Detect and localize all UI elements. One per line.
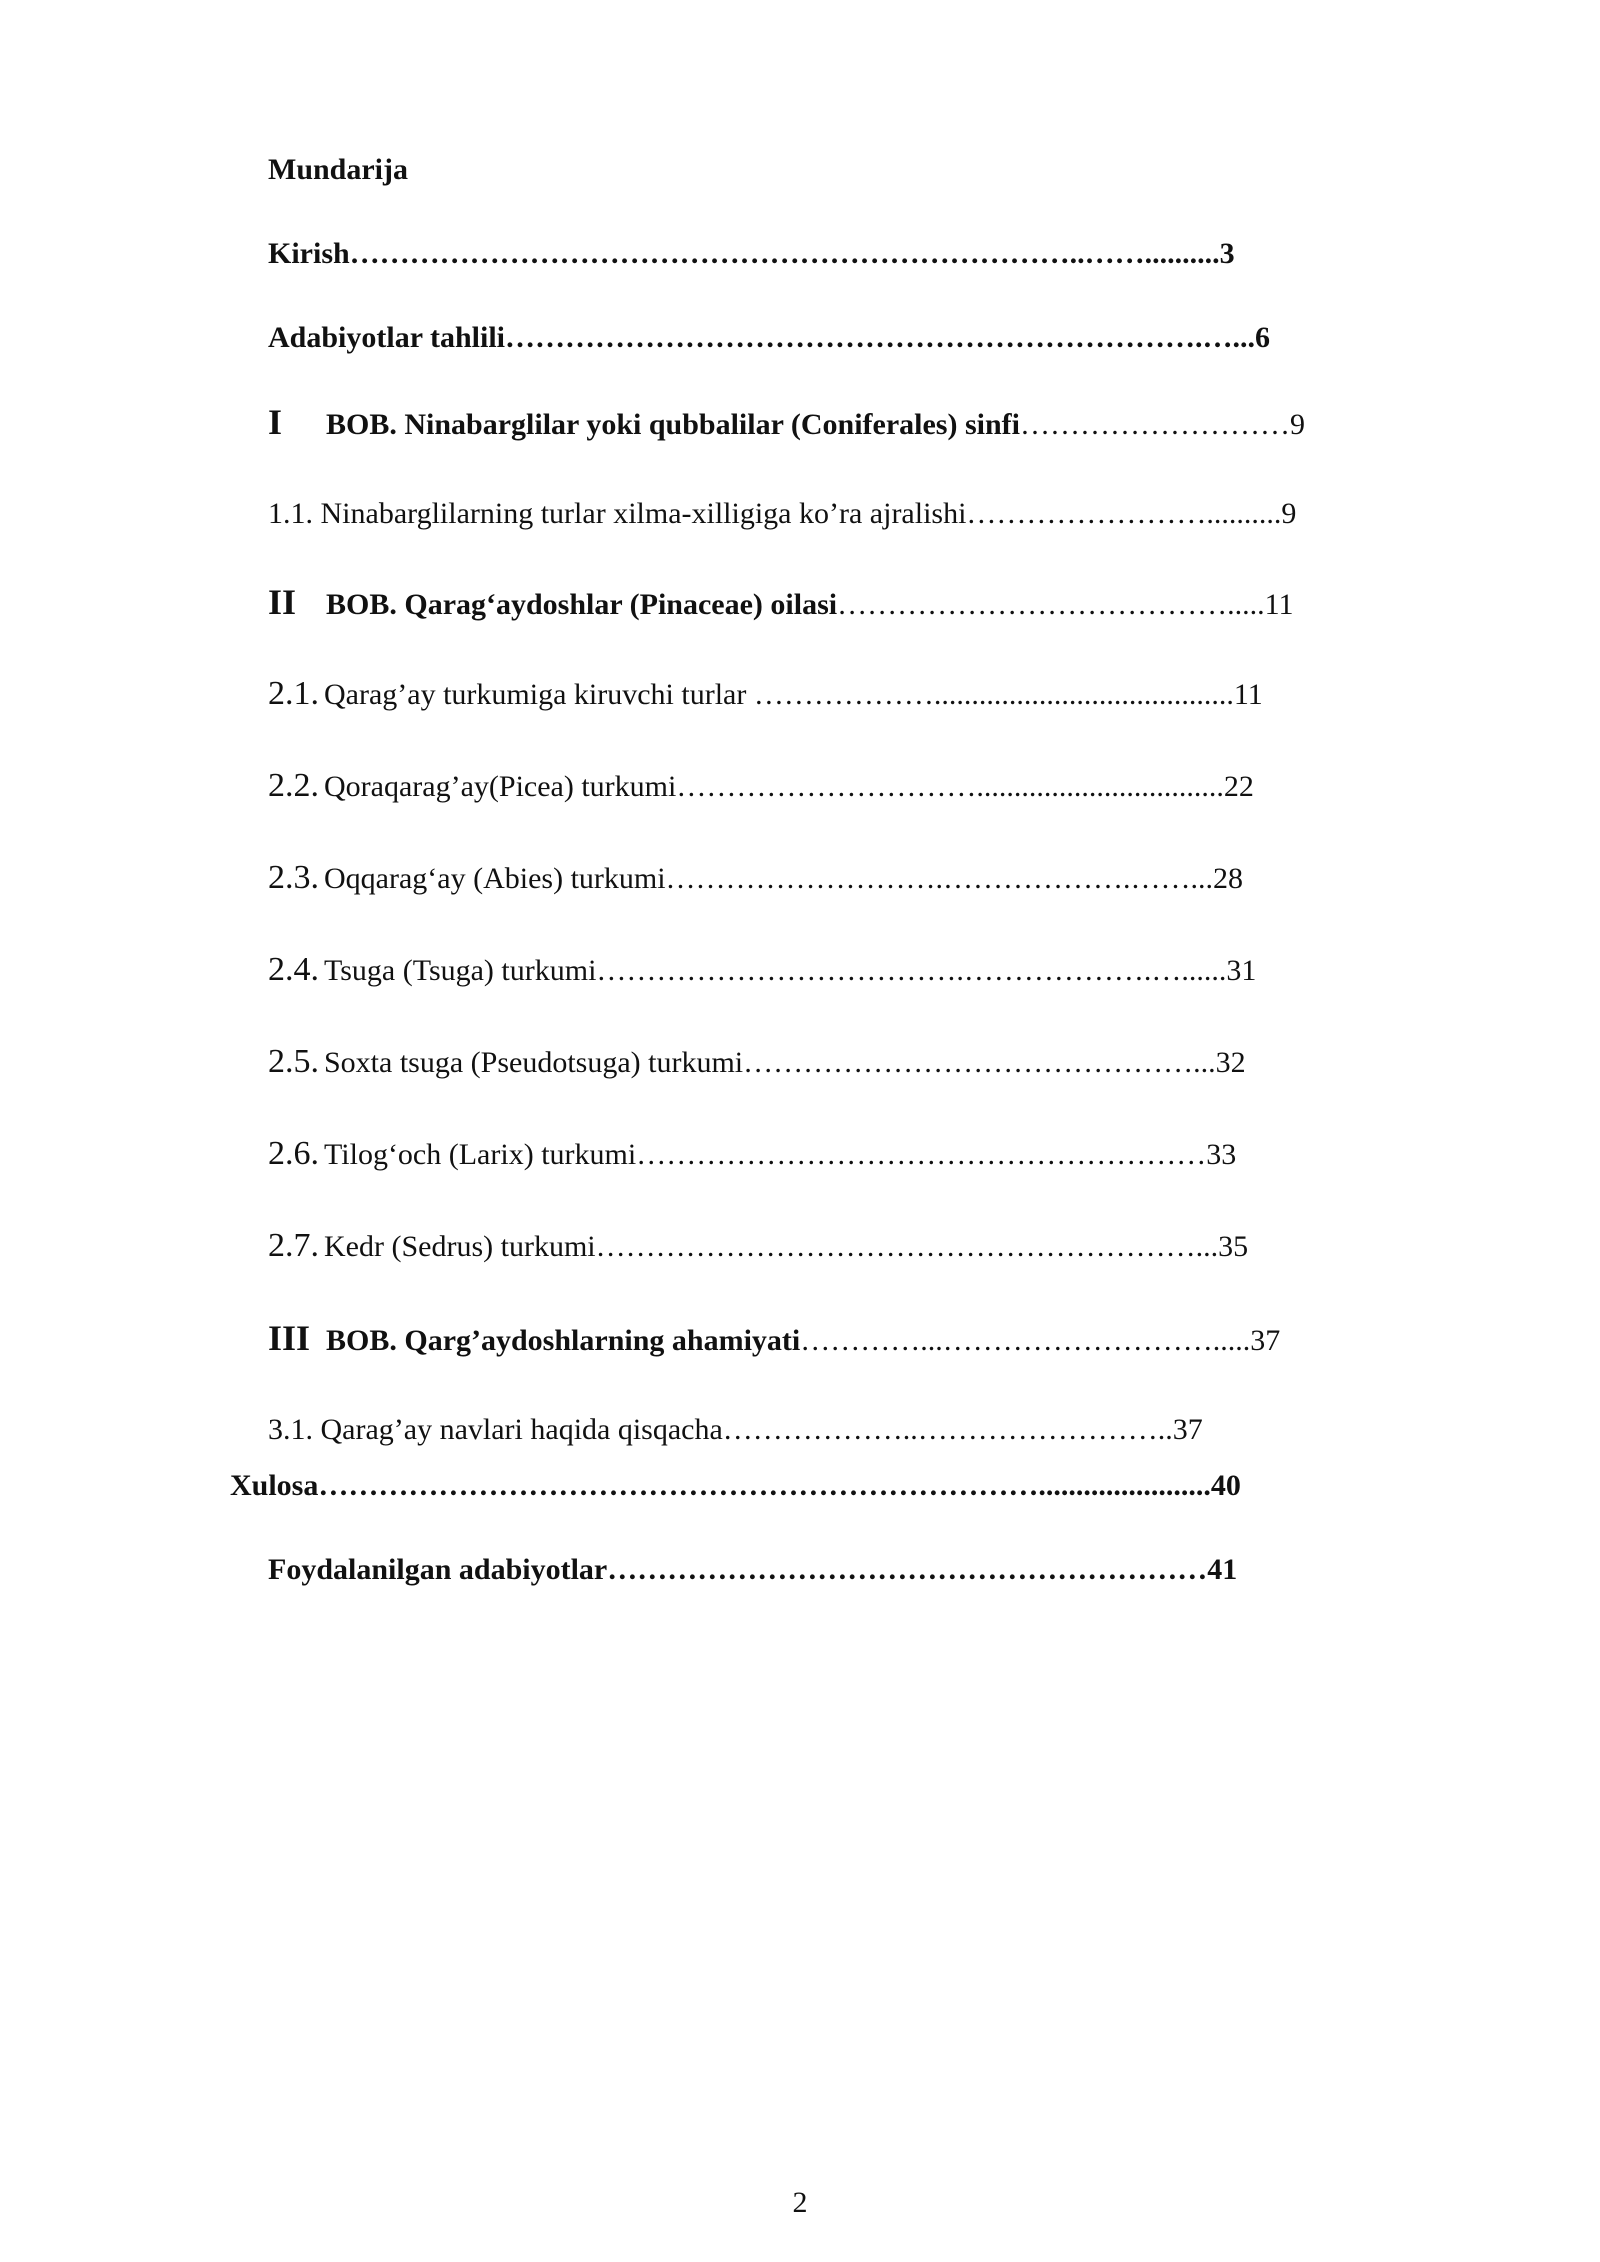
section-number: 2.1. — [268, 675, 319, 712]
section-title: Qarag’ay turkumiga kiruvchi turlar ………………........................................11 — [324, 678, 1263, 711]
section-title: Qoraqarag’ay(Picea) turkumi………………………….................................22 — [324, 770, 1254, 803]
toc-heading: Mundarija — [268, 153, 409, 186]
chapter-number: II — [268, 582, 297, 622]
section-title: Kedr (Sedrus) turkumi……………………………………………………...35 — [324, 1230, 1249, 1263]
toc-entry-1-1: 1.1. Ninabarglilarning turlar xilma-xilligiga ko’ra ajralishi……………………..........9 — [268, 497, 1297, 530]
section-title: Tilog‘och (Larix) turkumi…………………………………………………33 — [324, 1138, 1237, 1171]
toc-entry-2-1 — [268, 676, 1263, 713]
chapter-title: BOB. Ninabarglilar yoki qubbalilar (Coniferales) sinfi — [326, 408, 1020, 441]
toc-entry-2-5 — [268, 1044, 1246, 1081]
chapter-number: III — [268, 1318, 311, 1358]
section-number: 2.2. — [268, 767, 319, 804]
section-title: Oqqarag‘ay (Abies) turkumi……………………….……………….……...28 — [324, 862, 1244, 895]
section-title: Soxta tsuga (Pseudotsuga) turkumi………………………………………...32 — [324, 1046, 1246, 1079]
toc-entry-bob1 — [268, 404, 1305, 443]
section-number: 2.5. — [268, 1043, 319, 1080]
toc-leader: ………………………………….....11 — [837, 588, 1294, 621]
toc-entry-2-7 — [268, 1228, 1248, 1265]
toc-entry-2-3 — [268, 860, 1243, 897]
page-number: 2 — [792, 2186, 808, 2219]
toc-entry-xulosa: Xulosa……………………………………………………………….......................40 — [230, 1469, 1241, 1502]
toc-entry-foydalanilgan: Foydalanilgan adabiyotlar……………………………………………………41 — [268, 1553, 1238, 1586]
section-number: 2.7. — [268, 1227, 319, 1264]
toc-entry-2-2 — [268, 768, 1254, 805]
chapter-number: I — [268, 402, 283, 442]
section-number: 2.6. — [268, 1135, 319, 1172]
toc-entry-kirish: Kirish………………………………………………………………..……..........3 — [268, 237, 1235, 270]
toc-entry-3-1: 3.1. Qarag’ay navlari haqida qisqacha………………..……………………..37 — [268, 1413, 1203, 1446]
toc-entry-bob2 — [268, 584, 1294, 623]
toc-entry-2-4 — [268, 952, 1256, 989]
toc-leader: …………...……………………….....37 — [800, 1324, 1281, 1357]
chapter-title: BOB. Qarag‘aydoshlar (Pinaceae) oilasi — [326, 588, 838, 621]
toc-entry-adabiyotlar: Adabiyotlar tahlili…………………………………………………………….…...6 — [268, 321, 1270, 354]
toc-leader: ………………………9 — [1019, 408, 1305, 441]
toc-entry-bob3 — [268, 1320, 1280, 1359]
toc-entry-2-6 — [268, 1136, 1236, 1173]
section-title: Tsuga (Tsuga) turkumi……………………………….……………….…......31 — [324, 954, 1257, 987]
chapter-title: BOB. Qarg’aydoshlarning ahamiyati — [326, 1324, 801, 1357]
section-number: 2.4. — [268, 951, 319, 988]
section-number: 2.3. — [268, 859, 319, 896]
